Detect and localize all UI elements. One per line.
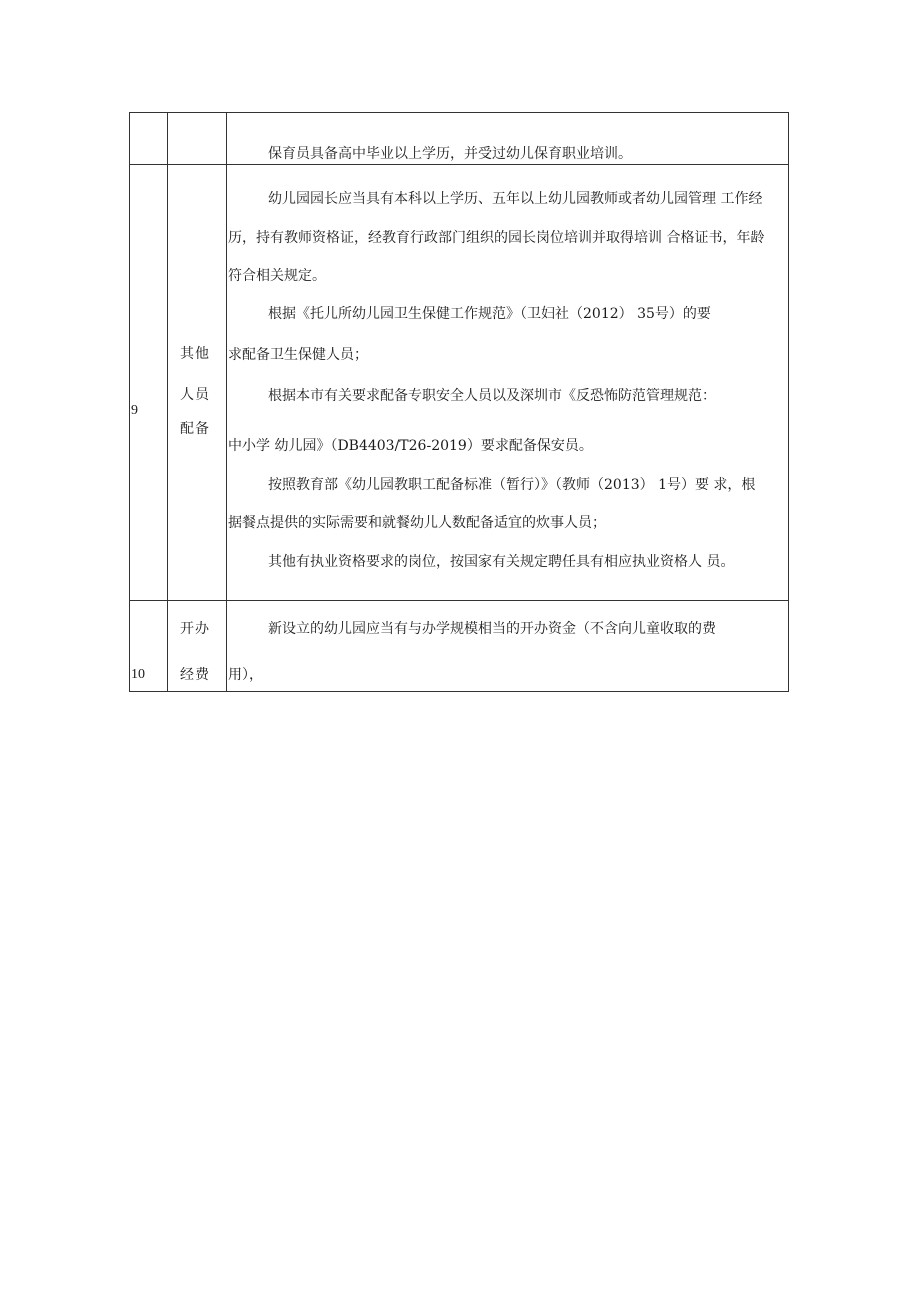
row-0-line-0: 保育员具备高中毕业以上学历，并受过幼儿保育职业培训。 — [268, 146, 632, 162]
column-divider-2 — [226, 112, 227, 692]
row-1-line-7: 按照教育部《幼儿园教职工配备标准（暂行）》（教师（2013） 1号）要 求，根 — [268, 477, 756, 493]
row-1-line-6: 中小学 幼儿园》（DB4403/T26-2019）要求配备保安员。 — [228, 438, 593, 454]
row-1-line-2: 符合相关规定。 — [228, 268, 326, 284]
row-1-line-0: 幼儿园园长应当具有本科以上学历、五年以上幼儿园教师或者幼儿园管理 工作经 — [268, 191, 763, 207]
category-label-line-2: 经费 — [180, 667, 210, 683]
category-label-line-3: 配备 — [180, 421, 210, 437]
category-label-line-1: 其他 — [180, 346, 210, 362]
row-1-line-3: 根据《托儿所幼儿园卫生保健工作规范》（卫妇社（2012） 35号）的要 — [268, 306, 711, 322]
category-label-line-2: 人员 — [180, 387, 210, 403]
column-divider-1 — [167, 112, 168, 692]
row-1-line-8: 据餐点提供的实际需要和就餐幼儿人数配备适宜的炊事人员； — [228, 515, 606, 531]
row-number-10: 10 — [131, 667, 145, 682]
category-label-line-1: 开办 — [180, 621, 210, 637]
row-2-line-0: 新设立的幼儿园应当有与办学规模相当的开办资金（不含向儿童收取的费 — [268, 621, 716, 637]
row-divider-1 — [129, 164, 789, 165]
row-1-line-5: 根据本市有关要求配备专职安全人员以及深圳市《反恐怖防范管理规范： — [268, 388, 716, 404]
row-1-line-4: 求配备卫生保健人员； — [228, 347, 368, 363]
row-divider-2 — [129, 600, 789, 601]
row-1-line-1: 历，持有教师资格证，经教育行政部门组织的园长岗位培训并取得培训 合格证书，年龄 — [228, 230, 765, 246]
row-number-9: 9 — [131, 403, 138, 418]
row-2-line-1: 用）， — [228, 667, 263, 683]
row-1-line-9: 其他有执业资格要求的岗位，按国家有关规定聘任具有相应执业资格人 员。 — [268, 554, 735, 570]
